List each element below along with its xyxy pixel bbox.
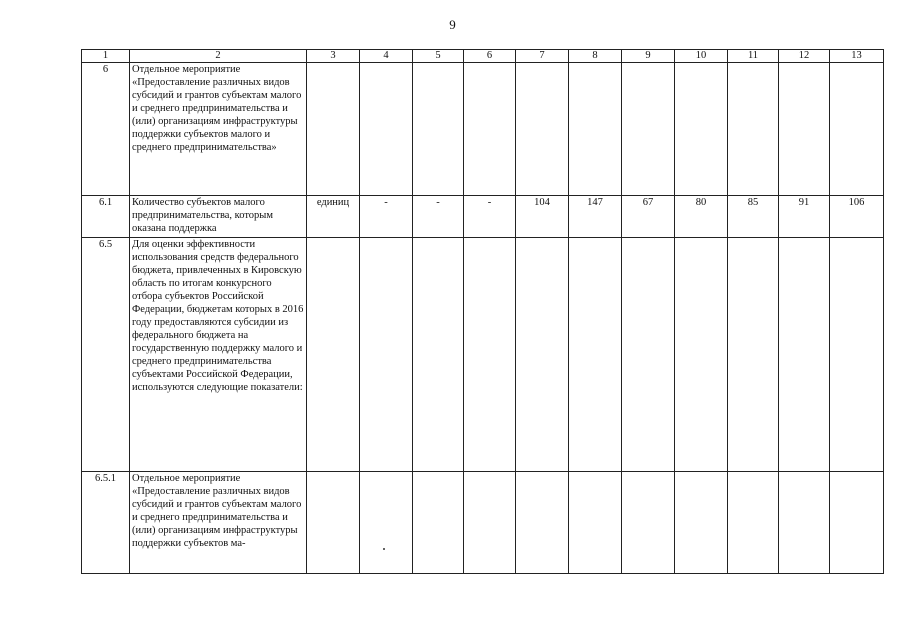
row-description: Отдельное мероприятие «Предоставление различных видов субсидий и грантов субъектам малого и среднего предпринимательства и (или) организациям инфраструктуры поддержки субъектов малого и среднего предпринимательства» — [130, 63, 307, 196]
column-header: 4 — [360, 50, 413, 63]
scan-speck — [383, 548, 385, 550]
column-header: 1 — [82, 50, 130, 63]
table-cell: 91 — [779, 196, 830, 238]
table-cell — [413, 472, 464, 574]
table-cell — [675, 472, 728, 574]
table-cell: 85 — [728, 196, 779, 238]
table-row — [82, 63, 884, 196]
column-header: 10 — [675, 50, 728, 63]
table-cell — [307, 472, 360, 574]
table-cell — [830, 238, 884, 472]
column-header: 12 — [779, 50, 830, 63]
table-row — [82, 472, 884, 574]
table-cell — [413, 238, 464, 472]
row-description: Для оценки эффективности использования средств федерального бюджета, привлеченных в Кировскую область по итогам конкурсного отбора субъектов Российской Федерации, бюджетам которых в 2016 году предоставляются субсидии из федерального бюджета на государственную поддержку малого и среднего предпринимательства субъектами Российской Федерации, используются следующие показатели: — [130, 238, 307, 472]
table-cell — [307, 63, 360, 196]
column-header: 2 — [130, 50, 307, 63]
table-cell: 67 — [622, 196, 675, 238]
column-header: 8 — [569, 50, 622, 63]
table-cell — [516, 63, 569, 196]
column-header: 5 — [413, 50, 464, 63]
unit-cell: единиц — [307, 196, 360, 238]
table-cell — [413, 63, 464, 196]
table-cell — [569, 63, 622, 196]
table-cell — [675, 238, 728, 472]
row-number: 6.5.1 — [82, 472, 130, 574]
table-cell — [675, 63, 728, 196]
row-description: Отдельное мероприятие «Предоставление различных видов субсидий и грантов субъектам малого и среднего предпринимательства и (или) организациям инфраструктуры поддержки субъектов ма- — [130, 472, 307, 574]
table-cell — [516, 238, 569, 472]
column-header: 6 — [464, 50, 516, 63]
page-number: 9 — [449, 17, 456, 32]
column-header: 3 — [307, 50, 360, 63]
table-cell — [728, 472, 779, 574]
table-cell — [779, 63, 830, 196]
indicators-table — [81, 49, 884, 574]
row-number: 6.1 — [82, 196, 130, 238]
table-row — [82, 196, 884, 238]
table-cell — [622, 63, 675, 196]
table-cell — [464, 238, 516, 472]
table-cell — [622, 472, 675, 574]
table-cell — [569, 238, 622, 472]
table-cell: 80 — [675, 196, 728, 238]
table-cell: - — [464, 196, 516, 238]
table-cell — [464, 63, 516, 196]
table-cell: 104 — [516, 196, 569, 238]
row-number: 6.5 — [82, 238, 130, 472]
table-cell — [622, 238, 675, 472]
table-cell — [830, 472, 884, 574]
table-cell: - — [413, 196, 464, 238]
table-cell — [779, 472, 830, 574]
table-cell — [516, 472, 569, 574]
table-cell — [569, 472, 622, 574]
table-cell — [728, 63, 779, 196]
row-number: 6 — [82, 63, 130, 196]
table-cell: 147 — [569, 196, 622, 238]
table-cell: - — [360, 196, 413, 238]
row-description: Количество субъектов малого предпринимательства, которым оказана поддержка — [130, 196, 307, 238]
table-cell — [830, 63, 884, 196]
column-header: 7 — [516, 50, 569, 63]
column-header: 9 — [622, 50, 675, 63]
column-header: 13 — [830, 50, 884, 63]
table-row — [82, 238, 884, 472]
table-cell — [464, 472, 516, 574]
column-number-header — [82, 50, 884, 63]
table-cell — [307, 238, 360, 472]
table-cell — [360, 472, 413, 574]
table-cell — [360, 63, 413, 196]
table-cell — [728, 238, 779, 472]
table-cell — [360, 238, 413, 472]
table-cell: 106 — [830, 196, 884, 238]
column-header: 11 — [728, 50, 779, 63]
table-cell — [779, 238, 830, 472]
